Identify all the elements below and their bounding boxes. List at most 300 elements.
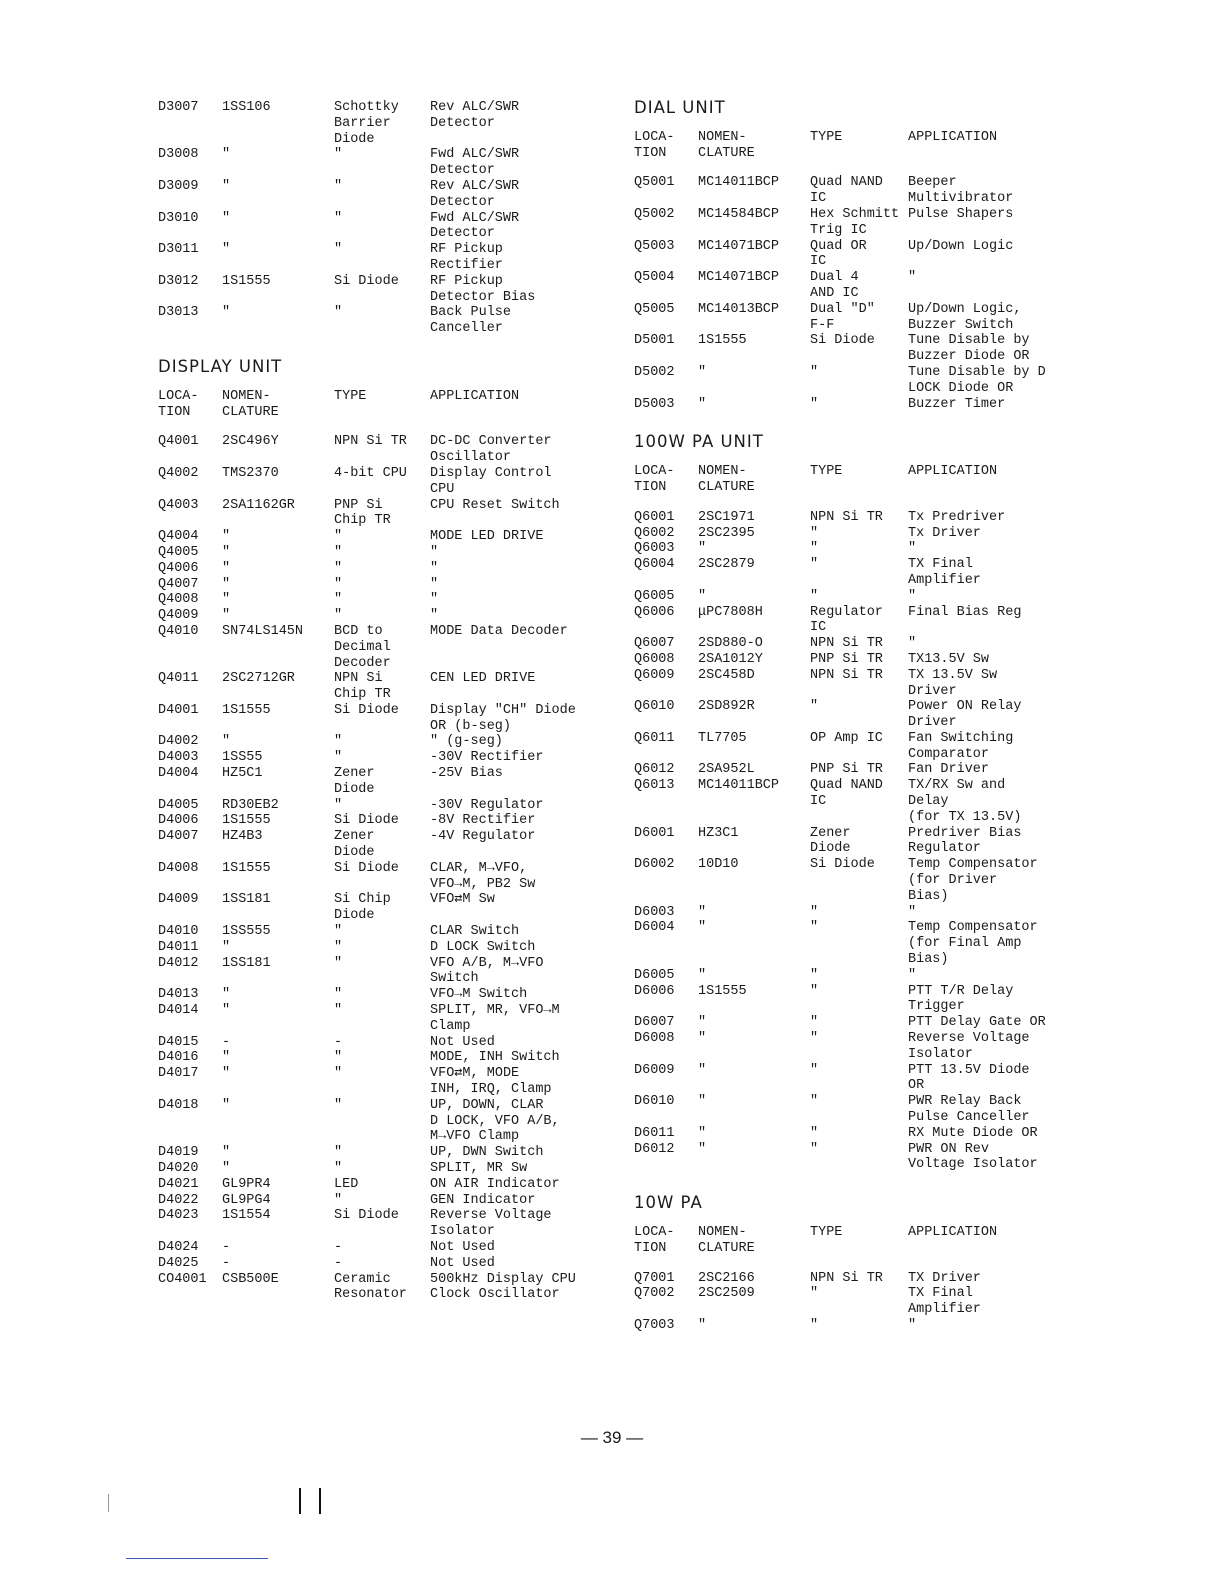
dial-unit-title: DIAL UNIT <box>634 98 726 117</box>
application-cell: -30V Regulator <box>430 797 544 813</box>
application-cell: Fan Switching Comparator <box>908 730 1014 762</box>
location-cell: D4001 <box>158 702 199 718</box>
type-cell: " <box>334 210 343 226</box>
application-cell: " <box>908 1317 917 1333</box>
application-cell: " <box>908 636 917 652</box>
type-cell: Quad OR IC <box>810 238 867 270</box>
location-cell: Q6010 <box>634 699 675 715</box>
application-cell: Not Used <box>430 1255 495 1271</box>
type-cell: " <box>810 1141 819 1157</box>
location-cell: D6010 <box>634 1094 675 1110</box>
type-cell: Si Diode <box>334 273 399 289</box>
table-row <box>158 466 658 498</box>
type-cell: PNP Si TR <box>810 762 883 778</box>
nomenclature-cell: 1S1555 <box>222 860 271 876</box>
location-cell: D4005 <box>158 797 199 813</box>
table-row <box>634 526 1134 542</box>
table-row <box>158 242 658 274</box>
application-cell: GEN Indicator <box>430 1192 536 1208</box>
table-row <box>634 1031 1134 1063</box>
bottom-rule <box>126 1558 268 1559</box>
nomenclature-cell: " <box>222 178 231 194</box>
application-cell: RX Mute Diode OR <box>908 1125 1038 1141</box>
table-row <box>634 175 1134 207</box>
header-application: APPLICATION <box>430 388 520 404</box>
type-cell: NPN Si TR <box>810 636 883 652</box>
nomenclature-cell: " <box>698 364 707 380</box>
header-type: TYPE <box>810 129 843 145</box>
header-type: TYPE <box>810 464 843 480</box>
type-cell: " <box>334 560 343 576</box>
type-cell: " <box>334 750 343 766</box>
application-cell: MODE, INH Switch <box>430 1050 560 1066</box>
header-location: LOCA- TION <box>634 1225 675 1256</box>
nomenclature-cell: " <box>698 1317 707 1333</box>
type-cell: Si Diode <box>334 1208 399 1224</box>
type-cell: " <box>810 396 819 412</box>
type-cell: " <box>334 1145 343 1161</box>
pa100-unit-header <box>634 464 1134 496</box>
pa100-unit-title: 100W PA UNIT <box>634 432 764 452</box>
location-cell: D6009 <box>634 1062 675 1078</box>
application-cell: VFO→M Switch <box>430 987 528 1003</box>
type-cell: " <box>334 608 343 624</box>
nomenclature-cell: 1SS106 <box>222 100 271 115</box>
location-cell: D3013 <box>158 305 199 321</box>
location-cell: Q5004 <box>634 270 675 286</box>
application-cell: PWR Relay Back Pulse Canceller <box>908 1094 1030 1126</box>
type-cell: PNP Si Chip TR <box>334 497 391 529</box>
table-row <box>158 956 658 988</box>
nomenclature-cell: - <box>222 1239 231 1255</box>
type-cell: NPN Si Chip TR <box>334 671 391 703</box>
application-cell: CLAR Switch <box>430 924 520 940</box>
type-cell: " <box>334 1192 343 1208</box>
location-cell: D6003 <box>634 904 675 920</box>
table-row <box>634 905 1134 921</box>
type-cell: 4-bit CPU <box>334 465 407 481</box>
application-cell: 500kHz Display CPU Clock Oscillator <box>430 1271 576 1303</box>
nomenclature-cell: 1SS181 <box>222 892 271 908</box>
pa100-unit-section <box>634 434 1134 1173</box>
location-cell: D4015 <box>158 1034 199 1050</box>
location-cell: Q6001 <box>634 509 675 525</box>
location-cell: Q4009 <box>158 608 199 624</box>
type-cell: " <box>810 920 819 936</box>
type-cell: Si Diode <box>334 813 399 829</box>
nomenclature-cell: μPC7808H <box>698 604 763 620</box>
type-cell: Si Diode <box>810 333 875 349</box>
location-cell: D4007 <box>158 829 199 845</box>
location-cell: Q5002 <box>634 206 675 222</box>
type-cell: Zener Diode <box>334 766 375 797</box>
application-cell: Reverse Voltage Isolator <box>430 1208 552 1240</box>
table-row <box>158 892 658 924</box>
nomenclature-cell: 10D10 <box>698 857 739 873</box>
table-row <box>158 1193 658 1209</box>
type-cell: PNP Si TR <box>810 651 883 667</box>
type-cell: " <box>810 1094 819 1110</box>
nomenclature-cell: " <box>222 560 231 576</box>
nomenclature-cell: TMS2370 <box>222 465 279 481</box>
nomenclature-cell: RD30EB2 <box>222 797 279 813</box>
nomenclature-cell: 2SC2712GR <box>222 671 295 687</box>
application-cell: " (g-seg) <box>430 734 503 750</box>
application-cell: ON AIR Indicator <box>430 1176 560 1192</box>
table-row <box>158 1240 658 1256</box>
application-cell: Tx Predriver <box>908 509 1006 525</box>
nomenclature-cell: " <box>222 1145 231 1161</box>
type-cell: " <box>810 588 819 604</box>
nomenclature-cell: 2SC496Y <box>222 434 279 450</box>
header-location: LOCA- TION <box>634 129 675 161</box>
type-cell: " <box>334 939 343 955</box>
type-cell: " <box>334 529 343 545</box>
nomenclature-cell: " <box>698 396 707 412</box>
table-row <box>634 636 1134 652</box>
type-cell: Quad NAND IC <box>810 175 883 207</box>
type-cell: Si Diode <box>334 702 399 718</box>
location-cell: Q6006 <box>634 604 675 620</box>
type-cell: - <box>334 1034 343 1050</box>
nomenclature-cell: MC14013BCP <box>698 301 780 317</box>
nomenclature-cell: " <box>222 608 231 624</box>
type-cell: " <box>334 544 343 560</box>
type-cell: " <box>334 576 343 592</box>
application-cell: PTT 13.5V Diode OR <box>908 1062 1030 1094</box>
location-cell: Q5001 <box>634 175 675 191</box>
nomenclature-cell: " <box>698 1125 707 1141</box>
application-cell: Rev ALC/SWR Detector <box>430 100 520 131</box>
table-row <box>158 147 658 179</box>
nomenclature-cell: " <box>698 1094 707 1110</box>
location-cell: D5003 <box>634 396 675 412</box>
location-cell: Q4003 <box>158 497 199 513</box>
table-row <box>158 592 658 608</box>
location-cell: Q6004 <box>634 557 675 573</box>
nomenclature-cell: MC14011BCP <box>698 175 780 191</box>
type-cell: " <box>334 178 343 194</box>
location-cell: D6002 <box>634 857 675 873</box>
application-cell: TX 13.5V Sw Driver <box>908 667 998 699</box>
application-cell: " <box>430 560 439 576</box>
type-cell: - <box>334 1239 343 1255</box>
location-cell: D4019 <box>158 1145 199 1161</box>
pa10-title: 10W PA <box>634 1193 703 1213</box>
type-cell: Si Diode <box>334 860 399 876</box>
location-cell: Q4004 <box>158 529 199 545</box>
nomenclature-cell: " <box>222 1003 231 1019</box>
table-row <box>158 861 658 893</box>
nomenclature-cell: - <box>222 1255 231 1271</box>
nomenclature-cell: " <box>222 987 231 1003</box>
page-number: — 39 — <box>580 1428 644 1447</box>
application-cell: SPLIT, MR Sw <box>430 1161 528 1176</box>
type-cell: BCD to Decimal Decoder <box>334 623 391 671</box>
scan-mark <box>319 1488 321 1514</box>
application-cell: Buzzer Timer <box>908 396 1006 412</box>
table-row <box>158 1035 658 1051</box>
table-row <box>158 561 658 577</box>
location-cell: D4003 <box>158 750 199 766</box>
application-cell: Temp Compensator (for Final Amp Bias) <box>908 920 1038 968</box>
nomenclature-cell: 1S1555 <box>698 983 747 999</box>
pa10-header <box>634 1225 1134 1257</box>
table-row <box>158 211 658 243</box>
header-nomenclature: NOMEN- CLATURE <box>698 464 755 495</box>
application-cell: " <box>430 544 439 560</box>
nomenclature-cell: 1SS555 <box>222 924 271 940</box>
nomenclature-cell: " <box>222 592 231 608</box>
type-cell: " <box>810 557 819 573</box>
top-rows <box>158 100 658 337</box>
type-cell: Regulator IC <box>810 604 883 636</box>
table-row <box>634 968 1134 984</box>
type-cell: NPN Si TR <box>810 509 883 525</box>
location-cell: Q6011 <box>634 730 675 746</box>
location-cell: D4002 <box>158 734 199 750</box>
nomenclature-cell: " <box>222 305 231 321</box>
table-row <box>634 731 1134 763</box>
location-cell: D4021 <box>158 1176 199 1192</box>
application-cell: Power ON Relay Driver <box>908 699 1022 731</box>
application-cell: CEN LED DRIVE <box>430 671 536 687</box>
type-cell: NPN Si TR <box>810 1270 883 1286</box>
top-section <box>158 100 658 337</box>
table-row <box>158 608 658 624</box>
application-cell: -8V Rectifier <box>430 813 536 829</box>
nomenclature-cell: " <box>222 1161 231 1176</box>
application-cell: D LOCK Switch <box>430 939 536 955</box>
table-row <box>158 829 658 861</box>
location-cell: D6008 <box>634 1031 675 1047</box>
application-cell: Display Control CPU <box>430 465 552 497</box>
application-cell: RF Pickup Detector Bias <box>430 273 536 305</box>
table-row <box>158 498 658 530</box>
table-row <box>158 1256 658 1272</box>
location-cell: Q7002 <box>634 1286 675 1302</box>
table-row <box>634 557 1134 589</box>
type-cell: " <box>334 734 343 750</box>
application-cell: Up/Down Logic, Buzzer Switch <box>908 301 1022 333</box>
type-cell: LED <box>334 1176 359 1192</box>
type-cell: Schottky Barrier Diode <box>334 100 399 147</box>
type-cell: " <box>810 1015 819 1031</box>
nomenclature-cell: CSB500E <box>222 1271 279 1287</box>
nomenclature-cell: 2SA1162GR <box>222 497 295 513</box>
table-row <box>634 589 1134 605</box>
nomenclature-cell: 1SS181 <box>222 955 271 971</box>
nomenclature-cell: GL9PG4 <box>222 1192 271 1208</box>
table-row <box>158 987 658 1003</box>
location-cell: D6007 <box>634 1015 675 1031</box>
location-cell: D4024 <box>158 1239 199 1255</box>
location-cell: Q6009 <box>634 667 675 683</box>
nomenclature-cell: MC14011BCP <box>698 778 780 794</box>
type-cell: " <box>810 1317 819 1333</box>
display-unit-header <box>158 389 658 421</box>
application-cell: PTT Delay Gate OR <box>908 1015 1046 1031</box>
location-cell: Q6012 <box>634 762 675 778</box>
table-row <box>158 703 658 735</box>
application-cell: UP, DOWN, CLAR D LOCK, VFO A/B, M→VFO Clamp <box>430 1097 560 1145</box>
nomenclature-cell: MC14584BCP <box>698 206 780 222</box>
type-cell: " <box>334 1003 343 1019</box>
table-row <box>634 652 1134 668</box>
location-cell: D4020 <box>158 1161 199 1176</box>
dial-unit-section <box>634 100 1134 412</box>
location-cell: D4009 <box>158 892 199 908</box>
table-row <box>158 529 658 545</box>
table-row <box>634 333 1134 365</box>
nomenclature-cell: 2SC1971 <box>698 509 755 525</box>
header-type: TYPE <box>334 388 367 404</box>
application-cell: " <box>908 541 917 557</box>
type-cell: " <box>810 1286 819 1302</box>
location-cell: Q6007 <box>634 636 675 652</box>
application-cell: Temp Compensator (for Driver Bias) <box>908 857 1038 904</box>
type-cell: Zener Diode <box>334 829 375 861</box>
header-nomenclature: NOMEN- CLATURE <box>698 1225 755 1256</box>
type-cell: Zener Diode <box>810 825 851 857</box>
type-cell: " <box>810 983 819 999</box>
table-row <box>634 239 1134 271</box>
type-cell: " <box>334 987 343 1003</box>
nomenclature-cell: HZ5C1 <box>222 766 263 782</box>
table-row <box>158 1161 658 1177</box>
application-cell: -4V Regulator <box>430 829 536 845</box>
type-cell: " <box>334 147 343 163</box>
nomenclature-cell: " <box>698 920 707 936</box>
application-cell: " <box>908 904 917 920</box>
table-row <box>158 434 658 466</box>
nomenclature-cell: " <box>222 544 231 560</box>
application-cell: " <box>908 588 917 604</box>
type-cell: " <box>810 364 819 380</box>
application-cell: SPLIT, MR, VFO→M Clamp <box>430 1003 560 1034</box>
nomenclature-cell: " <box>222 939 231 955</box>
type-cell: " <box>334 1097 343 1113</box>
application-cell: Tx Driver <box>908 525 981 541</box>
type-cell: NPN Si TR <box>810 667 883 683</box>
location-cell: D3010 <box>158 210 199 226</box>
table-row <box>158 179 658 211</box>
location-cell: D4016 <box>158 1050 199 1066</box>
location-cell: Q5003 <box>634 238 675 254</box>
header-nomenclature: NOMEN- CLATURE <box>698 129 755 161</box>
application-cell: TX Driver <box>908 1270 981 1286</box>
nomenclature-cell: 2SA1012Y <box>698 651 763 667</box>
table-row <box>158 1003 658 1035</box>
type-cell: NPN Si TR <box>334 434 407 450</box>
nomenclature-cell: 2SC2166 <box>698 1270 755 1286</box>
nomenclature-cell: 2SC2395 <box>698 525 755 541</box>
table-row <box>158 1050 658 1066</box>
location-cell: D4004 <box>158 766 199 782</box>
nomenclature-cell: 2SC458D <box>698 667 755 683</box>
nomenclature-cell: " <box>222 576 231 592</box>
table-row <box>634 668 1134 700</box>
nomenclature-cell: HZ4B3 <box>222 829 263 845</box>
type-cell: Dual 4 AND IC <box>810 270 859 301</box>
type-cell: " <box>810 525 819 541</box>
location-cell: CO4001 <box>158 1271 207 1287</box>
application-cell: " <box>430 576 439 592</box>
nomenclature-cell: 1S1555 <box>698 333 747 349</box>
location-cell: D6011 <box>634 1125 675 1141</box>
table-row <box>158 766 658 798</box>
application-cell: VFO⇄M, MODE INH, IRQ, Clamp <box>430 1066 552 1098</box>
location-cell: Q4001 <box>158 434 199 450</box>
nomenclature-cell: " <box>222 1066 231 1082</box>
scan-marks <box>299 1488 339 1514</box>
nomenclature-cell: " <box>222 529 231 545</box>
location-cell: Q4008 <box>158 592 199 608</box>
location-cell: D4011 <box>158 939 199 955</box>
location-cell: D4008 <box>158 860 199 876</box>
nomenclature-cell: 1S1554 <box>222 1208 271 1224</box>
application-cell: TX Final Amplifier <box>908 1286 981 1318</box>
application-cell: -25V Bias <box>430 766 503 782</box>
application-cell: Final Bias Reg <box>908 604 1022 620</box>
location-cell: D6001 <box>634 825 675 841</box>
table-row <box>158 274 658 306</box>
location-cell: D6004 <box>634 920 675 936</box>
application-cell: " <box>908 967 917 983</box>
table-row <box>158 1145 658 1161</box>
type-cell: " <box>334 797 343 813</box>
table-row <box>634 302 1134 334</box>
table-row <box>158 100 658 147</box>
table-row <box>634 826 1134 858</box>
right-column <box>634 100 1134 1356</box>
table-row <box>158 750 658 766</box>
application-cell: Pulse Shapers <box>908 206 1014 222</box>
dial-unit-header <box>634 130 1134 162</box>
header-location: LOCA- TION <box>158 388 199 420</box>
location-cell: D5002 <box>634 364 675 380</box>
application-cell: " <box>908 270 917 286</box>
table-row <box>158 305 658 337</box>
type-cell: " <box>810 904 819 920</box>
dial-unit-rows <box>634 175 1134 412</box>
nomenclature-cell: - <box>222 1034 231 1050</box>
location-cell: Q5005 <box>634 301 675 317</box>
type-cell: " <box>334 1161 343 1176</box>
header-application: APPLICATION <box>908 1225 998 1240</box>
display-unit-section <box>158 356 658 1303</box>
location-cell: Q4002 <box>158 465 199 481</box>
application-cell: CLAR, M→VFO, VFO→M, PB2 Sw <box>430 860 536 892</box>
application-cell: VFO⇄M Sw <box>430 892 495 908</box>
table-row <box>634 1015 1134 1031</box>
nomenclature-cell: " <box>698 1031 707 1047</box>
location-cell: Q6003 <box>634 541 675 557</box>
type-cell: Dual "D" F-F <box>810 301 875 333</box>
location-cell: D3012 <box>158 273 199 289</box>
nomenclature-cell: " <box>698 541 707 557</box>
table-row <box>634 857 1134 904</box>
location-cell: D6006 <box>634 983 675 999</box>
nomenclature-cell: GL9PR4 <box>222 1176 271 1192</box>
type-cell: " <box>334 924 343 940</box>
nomenclature-cell: TL7705 <box>698 730 747 746</box>
location-cell: D4018 <box>158 1097 199 1113</box>
table-row <box>158 577 658 593</box>
table-row <box>634 920 1134 967</box>
application-cell: MODE LED DRIVE <box>430 529 544 545</box>
location-cell: D4012 <box>158 955 199 971</box>
